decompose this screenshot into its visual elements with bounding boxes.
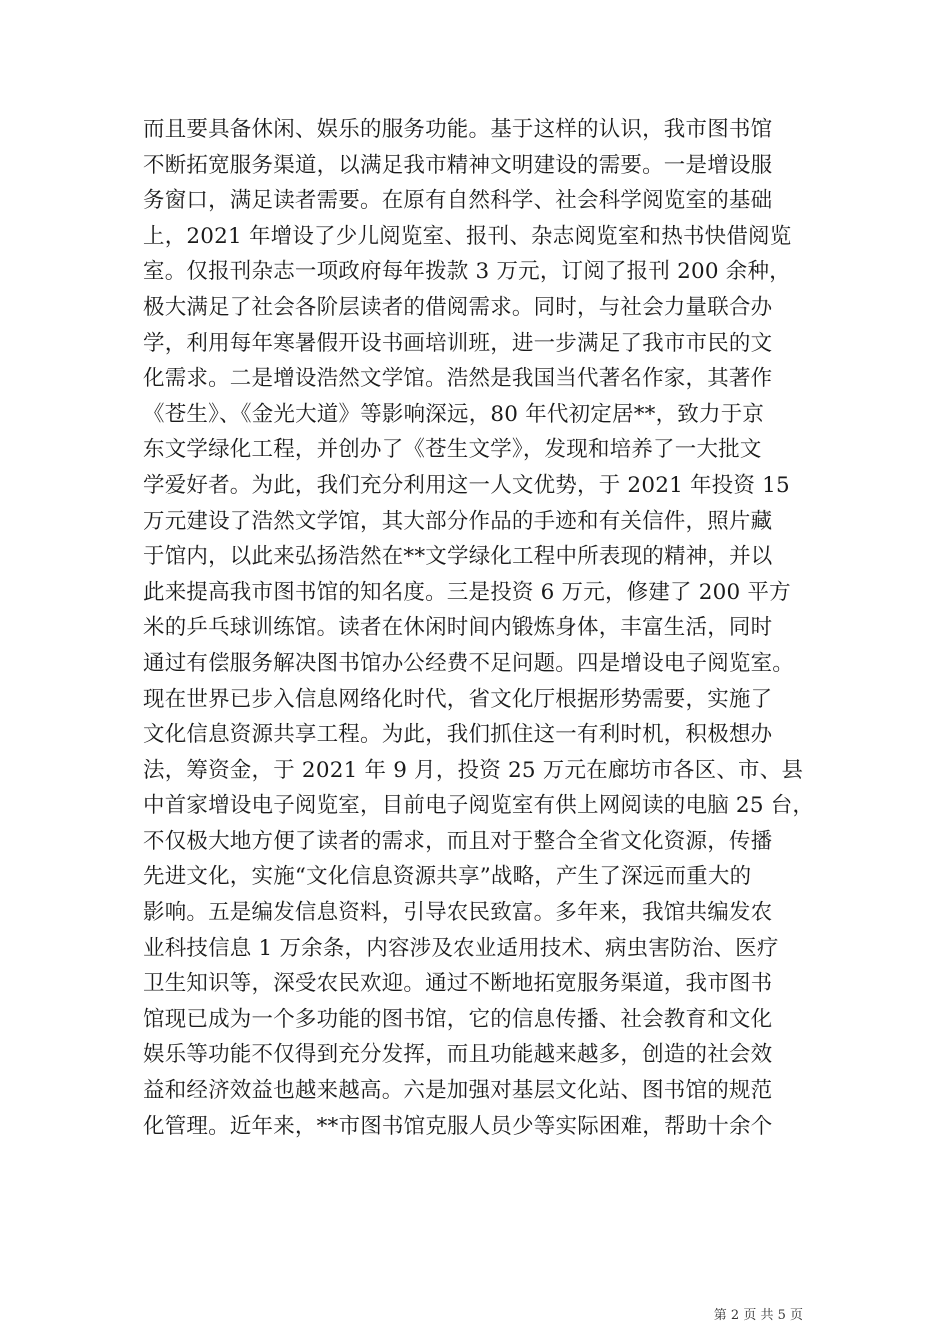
text-line: 《苍生》、《金光大道》等影响深远，80 年代初定居**，致力于京 (143, 401, 765, 427)
text-line: 学，利用每年寒暑假开设书画培训班，进一步满足了我市市民的文 (143, 330, 773, 356)
text-line: 极大满足了社会各阶层读者的借阅需求。同时，与社会力量联合办 (143, 294, 773, 320)
text-line: 东文学绿化工程，并创办了《苍生文学》，发现和培养了一大批文 (143, 437, 762, 463)
body-paragraph (143, 112, 813, 1144)
text-line: 现在世界已步入信息网络化时代，省文化厅根据形势需要，实施了 (143, 686, 773, 712)
text-line: 于馆内，以此来弘扬浩然在**文学绿化工程中所表现的精神，并以 (143, 544, 773, 570)
text-line: 此来提高我市图书馆的知名度。三是投资 6 万元，修建了 200 平方 (143, 579, 791, 605)
text-line: 益和经济效益也越来越高。六是加强对基层文化站、图书馆的规范 (143, 1078, 773, 1104)
text-line: 馆现已成为一个多功能的图书馆，它的信息传播、社会教育和文化 (143, 1006, 773, 1032)
text-line: 法，筹资金，于 2021 年 9 月，投资 25 万元在廊坊市各区、市、县 (143, 757, 804, 783)
text-line: 卫生知识等，深受农民欢迎。通过不断地拓宽服务渠道，我市图书 (143, 971, 773, 997)
text-line: 而且要具备休闲、娱乐的服务功能。基于这样的认识，我市图书馆 (143, 117, 773, 142)
text-line: 学爱好者。为此，我们充分利用这一人文优势，于 2021 年投资 15 (143, 472, 790, 498)
text-line: 先进文化，实施“文化信息资源共享”战略，产生了深远而重大的 (143, 864, 752, 890)
text-line: 业科技信息 1 万余条，内容涉及农业适用技术、病虫害防治、医疗 (143, 935, 779, 961)
text-line: 室。仅报刊杂志一项政府每年拨款 3 万元，订阅了报刊 200 余种， (143, 259, 791, 285)
text-line: 通过有偿服务解决图书馆办公经费不足问题。四是增设电子阅览室。 (143, 650, 795, 676)
page-number-footer: 第 2 页 共 5 页 (713, 1308, 803, 1323)
text-line: 不仅极大地方便了读者的需求，而且对于整合全省文化资源，传播 (143, 828, 773, 854)
text-line: 不断拓宽服务渠道，以满足我市精神文明建设的需要。一是增设服 (143, 152, 773, 178)
text-line: 化需求。二是增设浩然文学馆。浩然是我国当代著名作家，其著作 (143, 366, 773, 392)
text-line: 文化信息资源共享工程。为此，我们抓住这一有利时机，积极想办 (143, 722, 773, 748)
text-line: 中首家增设电子阅览室，目前电子阅览室有供上网阅读的电脑 25 台， (143, 793, 815, 819)
text-line: 影响。五是编发信息资料，引导农民致富。多年来，我馆共编发农 (143, 900, 773, 926)
text-line: 娱乐等功能不仅得到充分发挥，而且功能越来越多，创造的社会效 (143, 1042, 773, 1068)
text-line: 万元建设了浩然文学馆，其大部分作品的手迹和有关信件，照片藏 (143, 508, 773, 534)
text-line: 化管理。近年来，**市图书馆克服人员少等实际困难，帮助十余个 (143, 1113, 773, 1139)
text-line: 米的乒乓球训练馆。读者在休闲时间内锻炼身体，丰富生活，同时 (143, 615, 773, 641)
text-line: 务窗口，满足读者需要。在原有自然科学、社会科学阅览室的基础 (143, 188, 773, 214)
text-line: 上，2021 年增设了少儿阅览室、报刊、杂志阅览室和热书快借阅览 (143, 223, 792, 249)
